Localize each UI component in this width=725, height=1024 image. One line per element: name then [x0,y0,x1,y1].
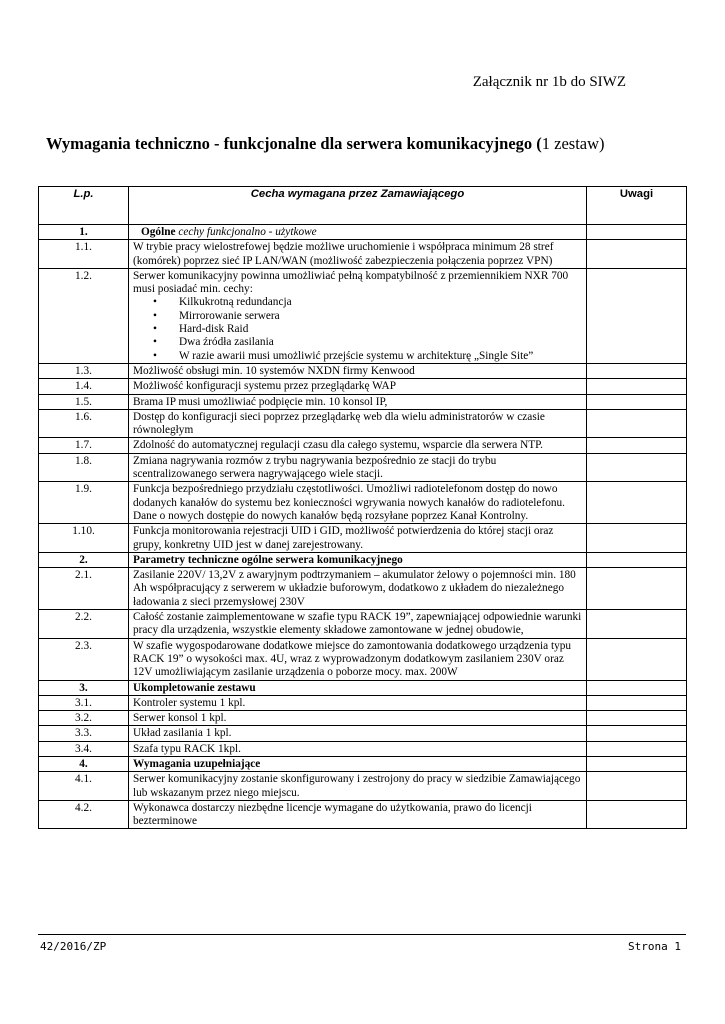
table-row [39,695,687,710]
remarks-cell [587,268,687,363]
row-text: Całość zostanie zaimplementowane w szafie typu RACK 19”, zapewniającej odpowiednie warunki pracy dla urządzenia, wszystkie elementy składowe zamontowane w jednej obudowie, [129,610,587,639]
row-number: 1.4. [39,379,129,394]
row-text: Dostęp do konfiguracji sieci poprzez przeglądarkę web dla wielu administratorów w czasie równoległym [129,409,587,438]
row-number: 1.1. [39,240,129,269]
footer-reference: 42/2016/ZP [40,940,107,953]
list-item: • Dwa źródła zasilania [179,336,582,349]
header-lp: L.p. [39,187,129,225]
table-row [39,800,687,829]
section-number: 2. [39,552,129,567]
remarks-cell [587,772,687,801]
section-number: 4. [39,756,129,771]
table-row [39,741,687,756]
row-number: 2.2. [39,610,129,639]
row-number: 2.3. [39,638,129,680]
row-text-with-list [129,268,587,363]
row-number: 1.2. [39,268,129,363]
row-text: Brama IP musi umożliwiać podpięcie min. 10 konsol IP, [129,394,587,409]
row-number: 3.1. [39,695,129,710]
section-row [39,225,687,240]
row-number: 3.2. [39,711,129,726]
table-row [39,394,687,409]
remarks-cell [587,610,687,639]
table-row [39,438,687,453]
row-number: 1.6. [39,409,129,438]
row-number: 1.5. [39,394,129,409]
remarks-cell [587,800,687,829]
remarks-cell [587,225,687,240]
row-text: Wykonawca dostarczy niezbędne licencje wymagane do użytkowania, prawo do licencji bezterminowe [129,800,587,829]
document-title-bold: Wymagania techniczno - funkcjonalne dla serwera komunikacyjnego ( [46,134,542,153]
remarks-cell [587,379,687,394]
table-row [39,726,687,741]
footer-divider [38,934,686,935]
footer-page-number: Strona 1 [628,940,681,953]
row-number: 4.2. [39,800,129,829]
row-text: Serwer komunikacyjny zostanie skonfigurowany i zestrojony do pracy w siedzibie Zamawiającego lub wskazanym przez niego miejscu. [129,772,587,801]
row-text: Możliwość konfiguracji systemu przez przeglądarkę WAP [129,379,587,394]
section-title: Wymagania uzupełniające [129,756,587,771]
remarks-cell [587,756,687,771]
table-row [39,482,687,524]
row-number: 2.1. [39,568,129,610]
table-row [39,610,687,639]
row-text: Kontroler systemu 1 kpl. [129,695,587,710]
remarks-cell [587,638,687,680]
row-number: 1.9. [39,482,129,524]
section-title [129,225,587,240]
row-number: 1.8. [39,453,129,482]
row-text: Układ zasilania 1 kpl. [129,726,587,741]
row-text: Możliwość obsługi min. 10 systemów NXDN firmy Kenwood [129,363,587,378]
table-row [39,363,687,378]
row-number: 4.1. [39,772,129,801]
section-row [39,552,687,567]
document-title [46,134,686,154]
header-cecha: Cecha wymagana przez Zamawiającego [129,187,587,225]
requirements-table [38,186,687,829]
remarks-cell [587,524,687,553]
section-number: 1. [39,225,129,240]
row-text: Funkcja bezpośredniego przydziału częstotliwości. Umożliwi radiotelefonom dostęp do nowo dodanych kanałów do systemu bez konieczności wgrywania nowych kanałów do radiotelefonu. Dane o nowych dostępie do nowych kanałów będą rozsyłane poprzez Kanał Kontrolny. [129,482,587,524]
section-title-italic: cechy funkcjonalno - użytkowe [178,226,317,238]
remarks-cell [587,409,687,438]
row-text: Zasilanie 220V/ 13,2V z awaryjnym podtrzymaniem – akumulator żelowy o pojemności min. 180 Ah współpracujący z serwerem w układzie buforowym, dodatkowo z układem do niezależnego ładowania z sieci przemysłowej 230V [129,568,587,610]
list-item: • Kilkukrotną redundancja [179,296,582,309]
row-number: 1.10. [39,524,129,553]
section-title: Parametry techniczne ogólne serwera komunikacyjnego [129,552,587,567]
table-row [39,240,687,269]
row-text: W trybie pracy wielostrefowej będzie możliwe uruchomienie i współpraca minimum 28 stref (komórek) poprzez sieć IP LAN/WAN (możliwość zabezpieczenia połączenia poprzez VPN) [129,240,587,269]
row-number: 1.3. [39,363,129,378]
row-text: Serwer komunikacyjny powinna umożliwiać pełną kompatybilność z przemiennikiem NXR 700 musi posiadać min. cechy: [133,269,569,296]
table-row [39,453,687,482]
section-title-bold: Ogólne [141,226,179,238]
row-text: Szafa typu RACK 1kpl. [129,741,587,756]
section-title: Ukompletowanie zestawu [129,680,587,695]
remarks-cell [587,438,687,453]
table-row [39,524,687,553]
row-text: Serwer konsol 1 kpl. [129,711,587,726]
remarks-cell [587,726,687,741]
list-item: • W razie awarii musi umożliwić przejście systemu w architekturę „Single Site” [179,350,582,363]
row-text: Zdolność do automatycznej regulacji czasu dla całego systemu, wsparcie dla serwera NTP. [129,438,587,453]
remarks-cell [587,363,687,378]
remarks-cell [587,552,687,567]
row-number: 3.4. [39,741,129,756]
table-row [39,638,687,680]
remarks-cell [587,482,687,524]
feature-list [133,296,582,362]
remarks-cell [587,741,687,756]
document-title-quantity: 1 zestaw) [541,134,605,153]
annex-label: Załącznik nr 1b do SIWZ [472,74,626,90]
list-item: • Mirrorowanie serwera [179,310,582,323]
table-row [39,772,687,801]
table-row [39,568,687,610]
remarks-cell [587,680,687,695]
section-row [39,680,687,695]
row-number: 1.7. [39,438,129,453]
list-item: • Hard-disk Raid [179,323,582,336]
remarks-cell [587,695,687,710]
row-number: 3.3. [39,726,129,741]
table-header-row [39,187,687,225]
remarks-cell [587,240,687,269]
remarks-cell [587,711,687,726]
table-row [39,268,687,363]
section-row [39,756,687,771]
section-number: 3. [39,680,129,695]
header-uwagi: Uwagi [587,187,687,225]
row-text: W szafie wygospodarowane dodatkowe miejsce do zamontowania dodatkowego urządzenia typu RACK 19” o wysokości max. 4U, wraz z wyprowadzonym dodatkowym zasilaniem 230V oraz 12V umożliwiającym zasilanie urządzenia o poborze mocy. max. 200W [129,638,587,680]
table-row [39,409,687,438]
remarks-cell [587,394,687,409]
table-row [39,711,687,726]
remarks-cell [587,453,687,482]
row-text: Zmiana nagrywania rozmów z trybu nagrywania bezpośrednio ze stacji do trybu scentralizowanego serwera nagrywającego wiele stacji. [129,453,587,482]
row-text: Funkcja monitorowania rejestracji UID i GID, możliwość potwierdzenia do której stacji oraz grupy, konkretny UID jest w danej zarejestrowany. [129,524,587,553]
table-row [39,379,687,394]
remarks-cell [587,568,687,610]
